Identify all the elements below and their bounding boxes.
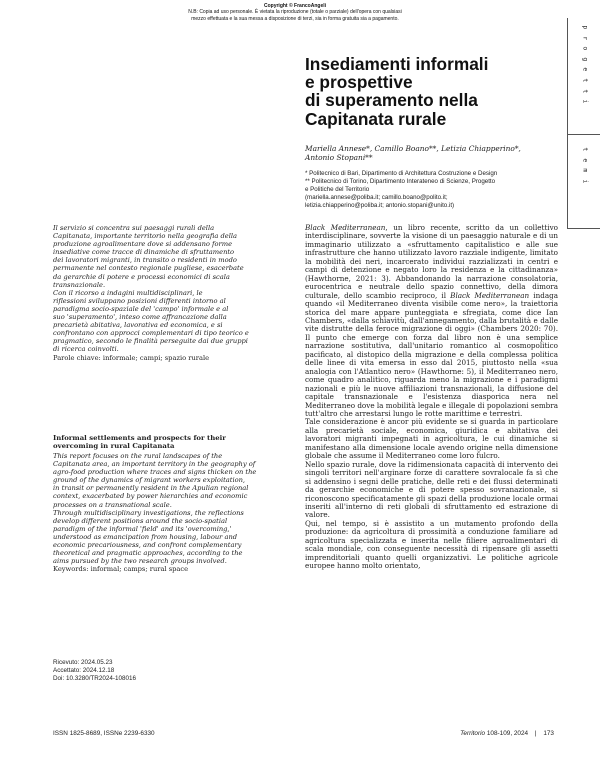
abstract-line: develop different positions around the socio-spatial: [53, 516, 228, 525]
abstract-line: understood as emancipation from housing, labour and: [53, 532, 238, 541]
side-tab-letter: e: [580, 67, 589, 72]
accepted-date: Accettato: 2024.12.18: [53, 666, 115, 674]
abstract-line: paradigm of the informal 'field' and its 'overcoming,': [53, 524, 232, 533]
side-tab-letter: p: [580, 25, 589, 30]
section-side-tab: [567, 18, 600, 229]
title-line: Capitanata rurale: [305, 108, 447, 129]
side-tab-letter: i: [580, 99, 589, 104]
abstract-line: suo 'superamento', inteso come affrancazione dalla: [53, 313, 227, 322]
article-dates: [53, 659, 275, 683]
side-tab-divider: [568, 134, 600, 135]
abstract-line: Capitanata, importante territorio nella geografia della: [53, 232, 237, 241]
abstract-line: pragmatico, secondo le finalità perseguite dai due gruppi: [53, 337, 248, 346]
emphasis: Black Mediterranean: [450, 290, 530, 300]
article-title: [305, 55, 555, 128]
abstract-english: [53, 452, 275, 573]
abstract-line: insediative come tracce di dinamiche di sfruttamento: [53, 248, 235, 257]
affiliations: [305, 170, 557, 210]
abstract-line: ground of the dynamics of migrant workers exploitation,: [53, 476, 246, 485]
abstract-line: da gerarchie di potere e processi economici di scala: [53, 272, 230, 281]
title-line: e prospettive: [305, 72, 413, 93]
side-tab-letter: g: [580, 57, 589, 62]
title-line: Insediamenti informali: [305, 54, 489, 74]
footer-issn: ISSN 1825-8689, ISSNe 2239-6330: [53, 730, 155, 737]
side-tab-letter: e: [580, 157, 589, 162]
abstract-line: processes on a transnational scale.: [53, 500, 172, 509]
footer-separator: |: [534, 730, 537, 737]
article-body: [305, 224, 558, 571]
keywords-italian: Parole chiave: informale; campi; spazio rurale: [53, 353, 210, 362]
copyright-notice: [140, 3, 450, 22]
title-line: di superamento nella: [305, 90, 478, 111]
affiliation-emails: (mariella.annese@poliba.it; camillo.boano@polito.it;: [305, 193, 448, 201]
english-title: [53, 434, 275, 451]
abstract-line: di ricerca coinvolti.: [53, 345, 119, 354]
side-tab-word-progetti: [568, 22, 600, 107]
abstract-line: produzione agroalimentare dove si addensano forme: [53, 240, 233, 249]
body-paragraph: Black Mediterranean, un libro recente, scritto da un collettivo interdisciplinare, sovverte la visione di un paesaggio naturale e di un immaginario utilizzato a «sfruttamento capitalistico e alle sue infrastrutture che hanno utilizzato lavoro razziale indigente, limitato la mobilità dei neri, incarcerato individui razzializzati in centri e campi di detenzione e negato loro la residenza e la cittadinanza» (Hawthorne, 2021: 3). Abbandonando la narrazione consolatoria, eurocentrica e neutrale dello spazio connettivo, della dimora culturale, dello scambio reciproco, il Black Mediterranean indaga quando «il Mediterraneo diventa visibile come nero», la traiettoria storica del mare appare punteggiata e sfregiata, come dice Ian Chambers, «dalla schiavitù, dall'annegamento, dalla brutalità e dalle vite distrutte della feroce migrazione di oggi» (Chambers 2020: 70). Il punto che emerge con forza dal libro non è una semplice narrazione sostitutiva, dall'unitario romantico al cosmopolitico pacificato, al distopico della migrazione e della complessa politica delle linee di vita emersa in esso dal 2015, piuttosto nella «sua analogia con l'Atlantico nero» (Hawthorne: 5), il Mediterraneo nero, come quadro analitico, riguarda meno la migrazione e i paradigmi nazionali e più le nuove affiliazioni transnazionali, la diffusione del capitale transnazionale e l'esistenza diasporica nera nel Mediterraneo dove la mobilità legale e illegale di popolazioni sembra tutt'altro che arrestarsi lungo le rotte marittime e terrestri.: [305, 223, 558, 418]
abstract-italian: [53, 224, 275, 362]
abstract-line: context, exacerbated by power hierarchies and economic: [53, 492, 248, 501]
received-date: Ricevuto: 2024.05.23: [53, 659, 113, 666]
page-number: 173: [543, 730, 554, 737]
english-title-line: Informal settlements and prospects for their: [53, 434, 226, 442]
abstract-line: paradigma socio-spaziale del 'campo' informale e al: [53, 304, 229, 313]
body-paragraph: Qui, nel tempo, si è assistito a un mutamento profondo della produzione: da agricoltura di prossimità a conduzione familiare ad agricoltura specializzata e inserita nelle filiere agroalimentari di scala mondiale, con conseguente necessità di ripensare gli assetti imprenditoriali quanto quelli organizzativi. Le politiche agricole europee hanno molto orientato,: [305, 518, 558, 571]
affiliation-line: e Politiche del Territorio: [305, 185, 370, 193]
copyright-line-2: N.B: Copia ad uso personale. È vietata la riproduzione (totale o parziale) dell'opera con qualsiasi: [188, 9, 402, 16]
footer-issue: 108-109, 2024: [486, 730, 529, 737]
doi-link[interactable]: Doi: 10.3280/TR2024-108016: [53, 674, 136, 682]
authors-line: Antonio Stopani**: [305, 153, 373, 163]
abstract-line: transnazionale.: [53, 280, 106, 289]
affiliation-line: ** Politecnico di Torino, Dipartimento Interateneo di Scienze, Progetto: [305, 177, 496, 185]
abstract-line: confrontano con approcci complementari di tipo teorico e: [53, 329, 249, 338]
abstract-line: Capitanata area, an important territory in the geography of: [53, 460, 256, 469]
side-tab-letter: o: [580, 46, 589, 51]
side-tab-letter: i: [580, 179, 589, 184]
abstract-line: permanente nel contesto regionale pugliese, esacerbate: [53, 264, 244, 273]
body-paragraph: Nello spazio rurale, dove la ridimensionata capacità di intervento dei singoli territori nell'arginare forze di carattere sovralocale fa sì che si addensino i segni delle pratiche, delle reti e dei flussi determinati da gerarchie economiche e di potere spesso sovranazionale, si riconoscono specificatamente gli spazi della produzione locale ormai inseriti all'interno di reti globali di sfruttamento ed estrazione di valore.: [305, 459, 558, 520]
authors-line: Mariella Annese*, Camillo Boano**, Letizia Chiapperino*,: [305, 144, 521, 153]
copyright-line-1: Copyright © FrancoAngeli: [263, 3, 327, 9]
affiliation-emails: letizia.chiapperino@poliba.it; antonio.stopani@unito.it): [305, 201, 455, 209]
side-tab-letter: m: [580, 168, 589, 173]
side-tab-word-temi: [568, 144, 600, 186]
copyright-line-3: mezzo effettuata e la sua messa a disposizione di terzi, sia in forma gratuita sia a pagamento.: [191, 15, 399, 22]
abstract-line: aims pursued by the two research groups involved.: [53, 557, 227, 566]
side-tab-letter: r: [580, 35, 589, 40]
emphasis: Black Mediterranean: [305, 223, 386, 232]
side-tab-letter: t: [580, 88, 589, 93]
abstract-line: economic precariousness, and confront complementary: [53, 541, 242, 550]
abstract-line: Con il ricorso a indagini multidisciplinari, le: [53, 288, 203, 297]
abstract-line: agro-food production where traces and signs thicken on the: [53, 468, 257, 477]
abstract-line: theoretical and pragmatic approaches, according to the: [53, 549, 243, 558]
abstract-line: precarietà abitativa, lavorativa ed economica, e si: [53, 321, 223, 330]
side-tab-letter: t: [580, 147, 589, 152]
footer-journal-name: Territorio: [460, 730, 486, 737]
abstract-line: Through multidisciplinary investigations, the reflections: [53, 508, 244, 517]
author-list: [305, 144, 555, 163]
affiliation-line: * Politecnico di Bari, Dipartimento di Architettura Costruzione e Design: [305, 170, 498, 177]
body-paragraph: Tale considerazione è ancor più evidente se si guarda in particolare alla precarietà sociale, economica, giuridica e abitativa dei lavoratori migranti impegnati in agricoltura, le cui dinamiche si manifestano alla dimensione locale avendo origine nella dimensione globale che assume il Mediterraneo come loro fulcro.: [305, 417, 558, 461]
abstract-line: Il servizio si concentra sui paesaggi rurali della: [53, 224, 215, 232]
english-title-line: overcoming in rural Capitanata: [53, 442, 175, 451]
abstract-line: in transit or permanently resident in the Apulian regional: [53, 484, 249, 493]
abstract-line: This report focuses on the rural landscapes of the: [53, 452, 223, 460]
abstract-line: riflessioni sviluppano posizioni differenti intorno al: [53, 296, 226, 305]
abstract-line: dei lavoratori migranti, in transito o residenti in modo: [53, 256, 237, 265]
keywords-english: Keywords: informal; camps; rural space: [53, 565, 189, 574]
side-tab-letter: t: [580, 78, 589, 83]
footer-journal-info: [404, 730, 554, 737]
